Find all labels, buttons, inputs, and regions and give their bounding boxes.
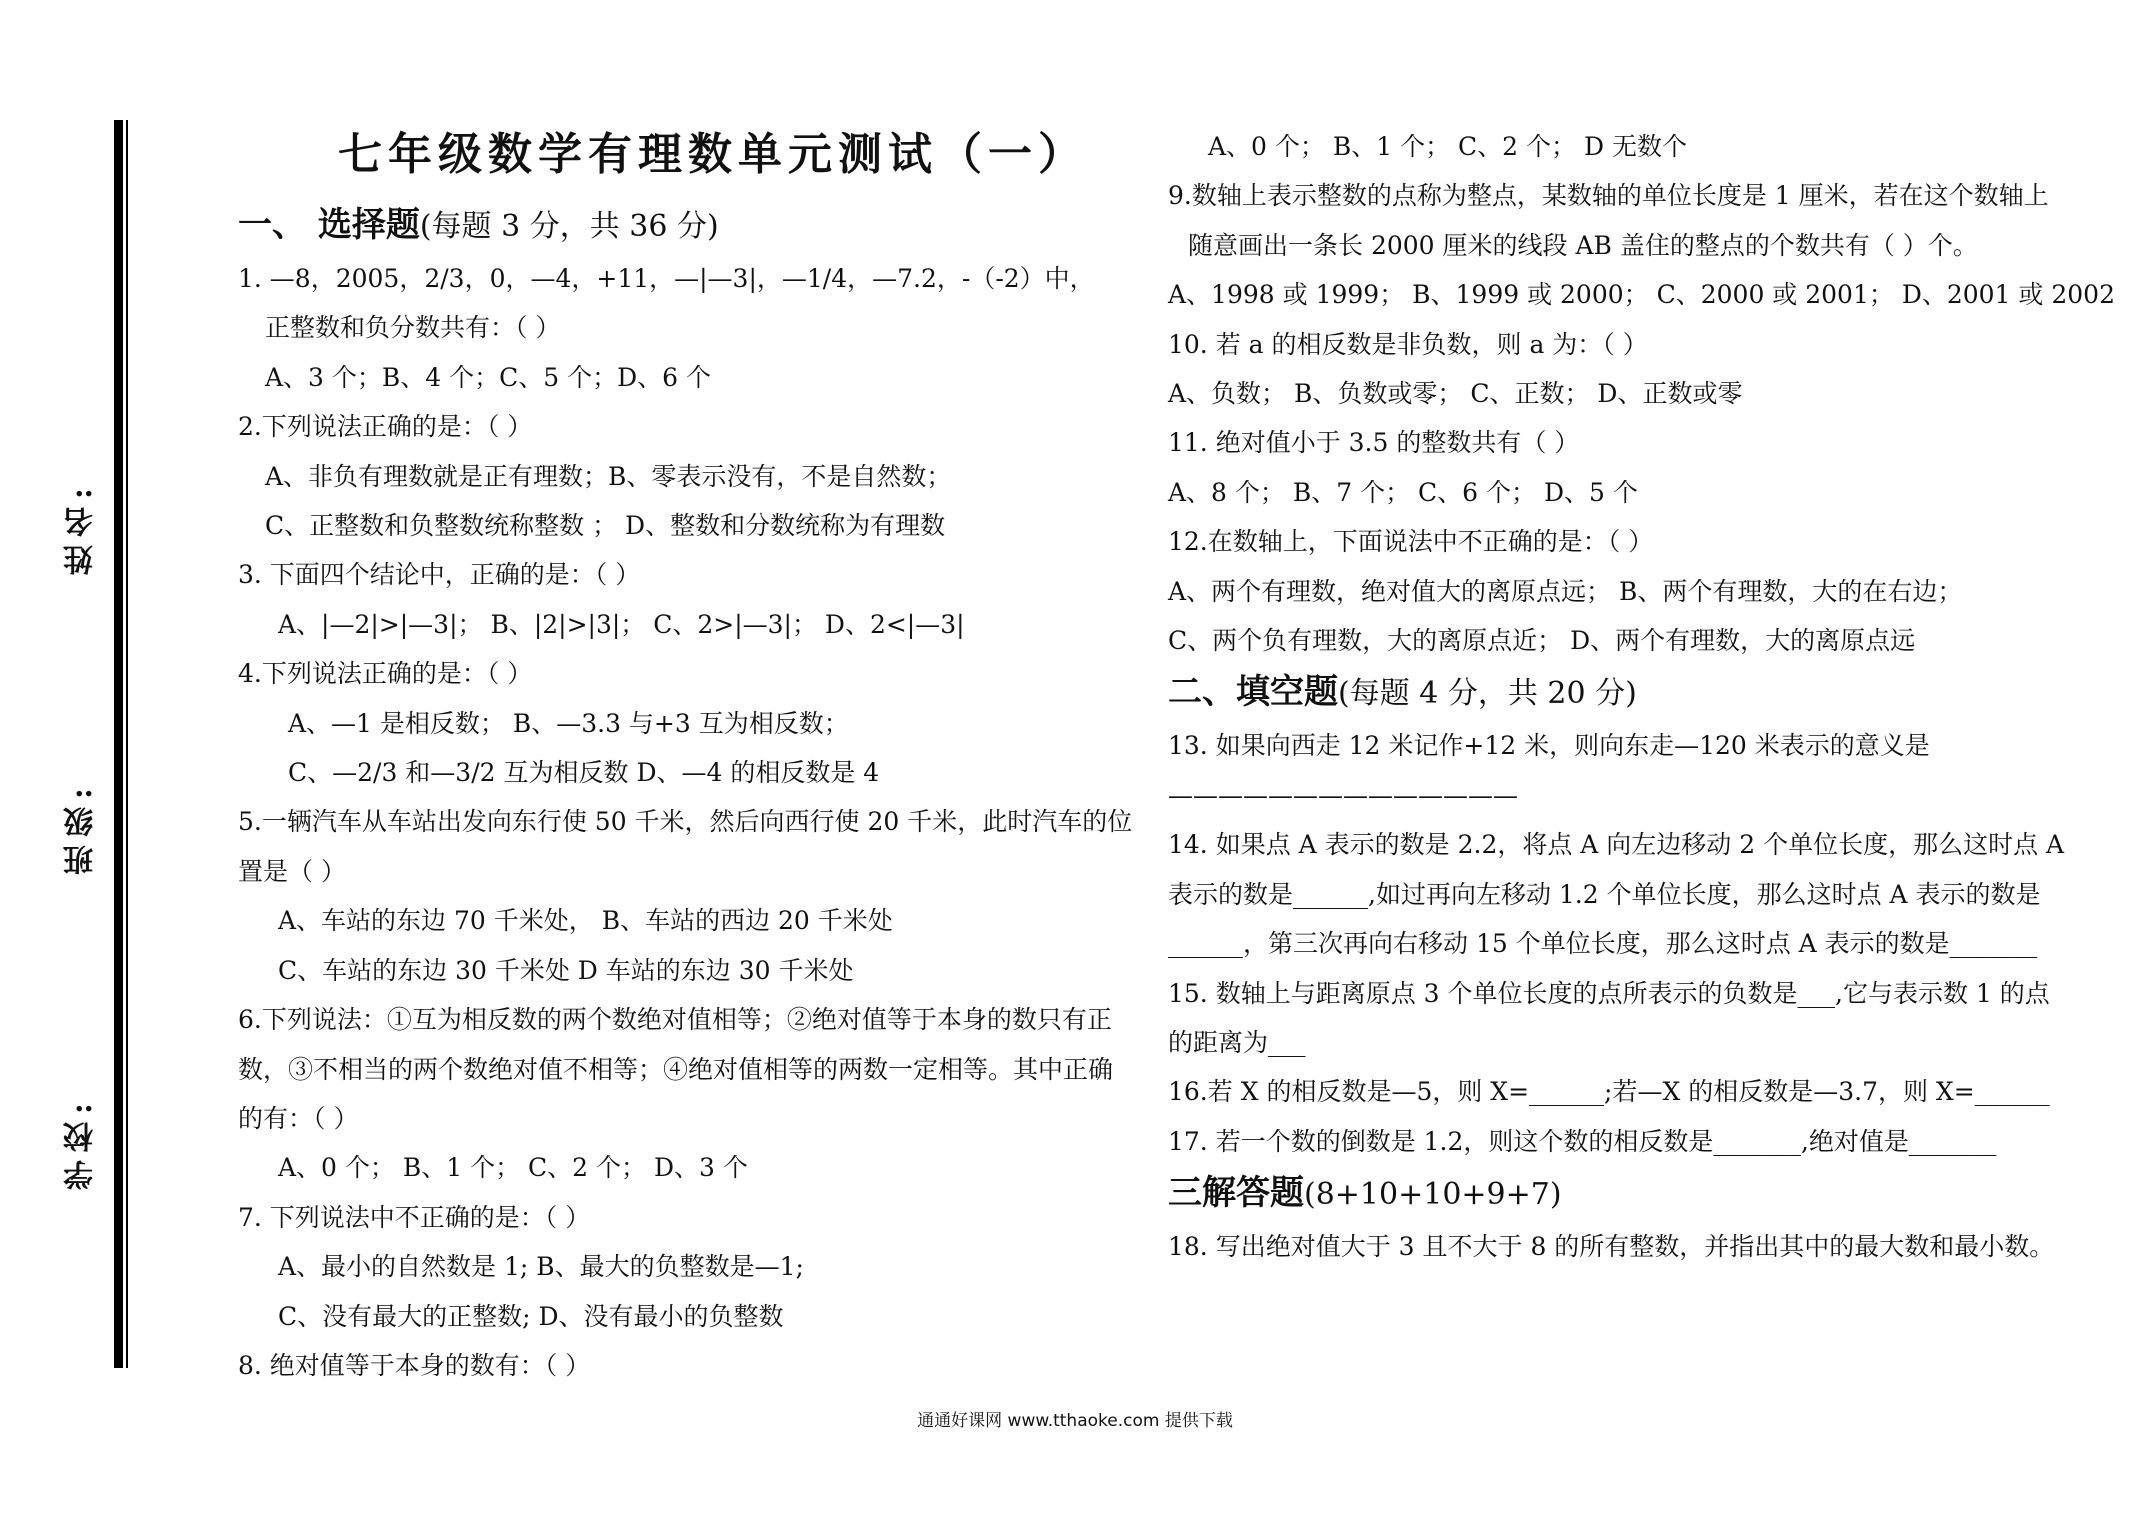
question-11: 11. 绝对值小于 3.5 的整数共有（ ）: [1168, 428, 1580, 458]
section2-title: 二、填空题: [1168, 672, 1338, 713]
section2-heading: [1168, 665, 2068, 721]
question-2: 2.下列说法正确的是：（ ）: [238, 412, 533, 442]
question-12: 12.在数轴上，下面说法中不正确的是：（ ）: [1168, 527, 1654, 557]
question-1-cont: 正整数和负分数共有：（ ）: [265, 313, 561, 343]
question-4-options-cd: C、—2/3 和—3/2 互为相反数 D、—4 的相反数是 4: [288, 758, 880, 788]
question-9: 9.数轴上表示整数的点称为整点，某数轴的单位长度是 1 厘米，若在这个数轴上: [1168, 181, 2049, 211]
question-2-options-cd: C、正整数和负整数统称整数 ； D、整数和分数统称为有理数: [265, 511, 946, 541]
school-label: 学校:: [64, 1095, 99, 1191]
question-16: 16.若 X 的相反数是—5，则 X=______;若—X 的相反数是—3.7，则 X=______: [1168, 1077, 2050, 1107]
question-17: 17. 若一个数的倒数是 1.2，则这个数的相反数是_______,绝对值是_______: [1168, 1126, 1997, 1156]
class-label: 班级:: [64, 780, 99, 876]
question-2-options-ab: A、非负有理数就是正有理数；B、零表示没有，不是自然数；: [265, 461, 952, 491]
question-18: 18. 写出绝对值大于 3 且不大于 8 的所有整数，并指出其中的最大数和最小数。: [1168, 1232, 2055, 1262]
question-15: 15. 数轴上与距离原点 3 个单位长度的点所表示的负数是___,它与表示数 1 的点: [1168, 978, 2050, 1008]
question-4-options-ab: A、—1 是相反数； B、—3.3 与+3 互为相反数；: [288, 708, 849, 738]
question-6-options: A、0 个； B、1 个； C、2 个； D、3 个: [278, 1153, 748, 1183]
section3-title: 三解答题: [1168, 1173, 1304, 1214]
page-title: 七年级数学有理数单元测试（一）: [338, 129, 1088, 180]
name-label: 姓名:: [64, 480, 99, 576]
binding-line: [114, 120, 123, 1368]
question-14-cont: 表示的数是______,如过再向左移动 1.2 个单位长度，那么这时点 A 表示的数是: [1168, 879, 2041, 909]
question-7-options-cd: C、没有最大的正整数; D、没有最小的负整数: [278, 1301, 784, 1331]
question-10: 10. 若 a 的相反数是非负数，则 a 为：（ ）: [1168, 329, 1648, 359]
question-10-options: A、负数； B、负数或零； C、正数； D、正数或零: [1168, 379, 1743, 409]
question-9-options: A、1998 或 1999； B、1999 或 2000； C、2000 或 2001； D、2001 或 2002: [1168, 280, 2115, 310]
section3-heading: [1168, 1166, 2068, 1222]
section2-note: (每题 4 分，共 20 分): [1338, 676, 1637, 712]
footer-credit: 通通好课网 www.tthaoke.com 提供下载: [917, 1411, 1233, 1431]
question-9-cont: 随意画出一条长 2000 厘米的线段 AB 盖住的整点的个数共有（ ）个。: [1188, 230, 1978, 260]
question-5-options-ab: A、车站的东边 70 千米处， B、车站的西边 20 千米处: [278, 906, 893, 936]
section1-title: 一、 选择题: [238, 205, 420, 245]
question-12-options-cd: C、两个负有理数，大的离原点近； D、两个有理数，大的离原点远: [1168, 626, 1916, 656]
question-14-cont2: ______，第三次再向右移动 15 个单位长度，那么这时点 A 表示的数是_______: [1168, 929, 2038, 959]
section1-note: (每题 3 分，共 36 分): [419, 209, 719, 244]
question-13-blank: ——————————————: [1168, 780, 1518, 810]
question-14: 14. 如果点 A 表示的数是 2.2，将点 A 向左边移动 2 个单位长度，那么这时点 A: [1168, 830, 2065, 860]
question-8-options: A、0 个； B、1 个； C、2 个； D 无数个: [1208, 132, 1687, 161]
question-15-cont: 的距离为___: [1168, 1027, 1306, 1057]
question-6-cont: 数，③不相当的两个数绝对值不相等；④绝对值相等的两数一定相等。其中正确: [238, 1054, 1114, 1084]
binding-line-thin: [126, 120, 128, 1368]
question-3-options: A、|—2|>|—3|； B、|2|>|3|； C、2>|—3|； D、2<|—3|: [278, 609, 965, 639]
right-column: [1168, 122, 2115, 1272]
question-8: 8. 绝对值等于本身的数有：（ ）: [238, 1350, 591, 1380]
question-1: 1. —8，2005，2/3，0，—4，+11，—|—3|，—1/4，—7.2，-（-2）中，: [238, 264, 1095, 293]
section3-note: (8+10+10+9+7): [1304, 1177, 1562, 1213]
question-4: 4.下列说法正确的是：（ ）: [238, 659, 533, 689]
left-column: [238, 198, 1138, 1390]
question-1-options: A、3 个；B、4 个；C、5 个；D、6 个: [265, 362, 712, 392]
question-5-cont: 置是（ ）: [238, 856, 346, 886]
section1-heading: [238, 198, 1138, 254]
question-11-options: A、8 个； B、7 个； C、6 个； D、5 个: [1168, 477, 1638, 507]
question-7: 7. 下列说法中不正确的是：（ ）: [238, 1202, 591, 1232]
question-7-options-ab: A、最小的自然数是 1; B、最大的负整数是—1;: [278, 1252, 804, 1282]
question-5: 5.一辆汽车从车站出发向东行使 50 千米，然后向西行使 20 千米，此时汽车的位: [238, 807, 1133, 837]
question-12-options-ab: A、两个有理数，绝对值大的离原点远； B、两个有理数，大的在右边；: [1168, 576, 1963, 606]
question-3: 3. 下面四个结论中，正确的是：（ ）: [238, 560, 641, 590]
question-6-cont2: 的有：（ ）: [238, 1103, 359, 1133]
question-6: 6.下列说法：①互为相反数的两个数绝对值相等；②绝对值等于本身的数只有正: [238, 1005, 1112, 1035]
question-5-options-cd: C、车站的东边 30 千米处 D 车站的东边 30 千米处: [278, 955, 854, 985]
question-13: 13. 如果向西走 12 米记作+12 米，则向东走—120 米表示的意义是: [1168, 731, 1930, 761]
